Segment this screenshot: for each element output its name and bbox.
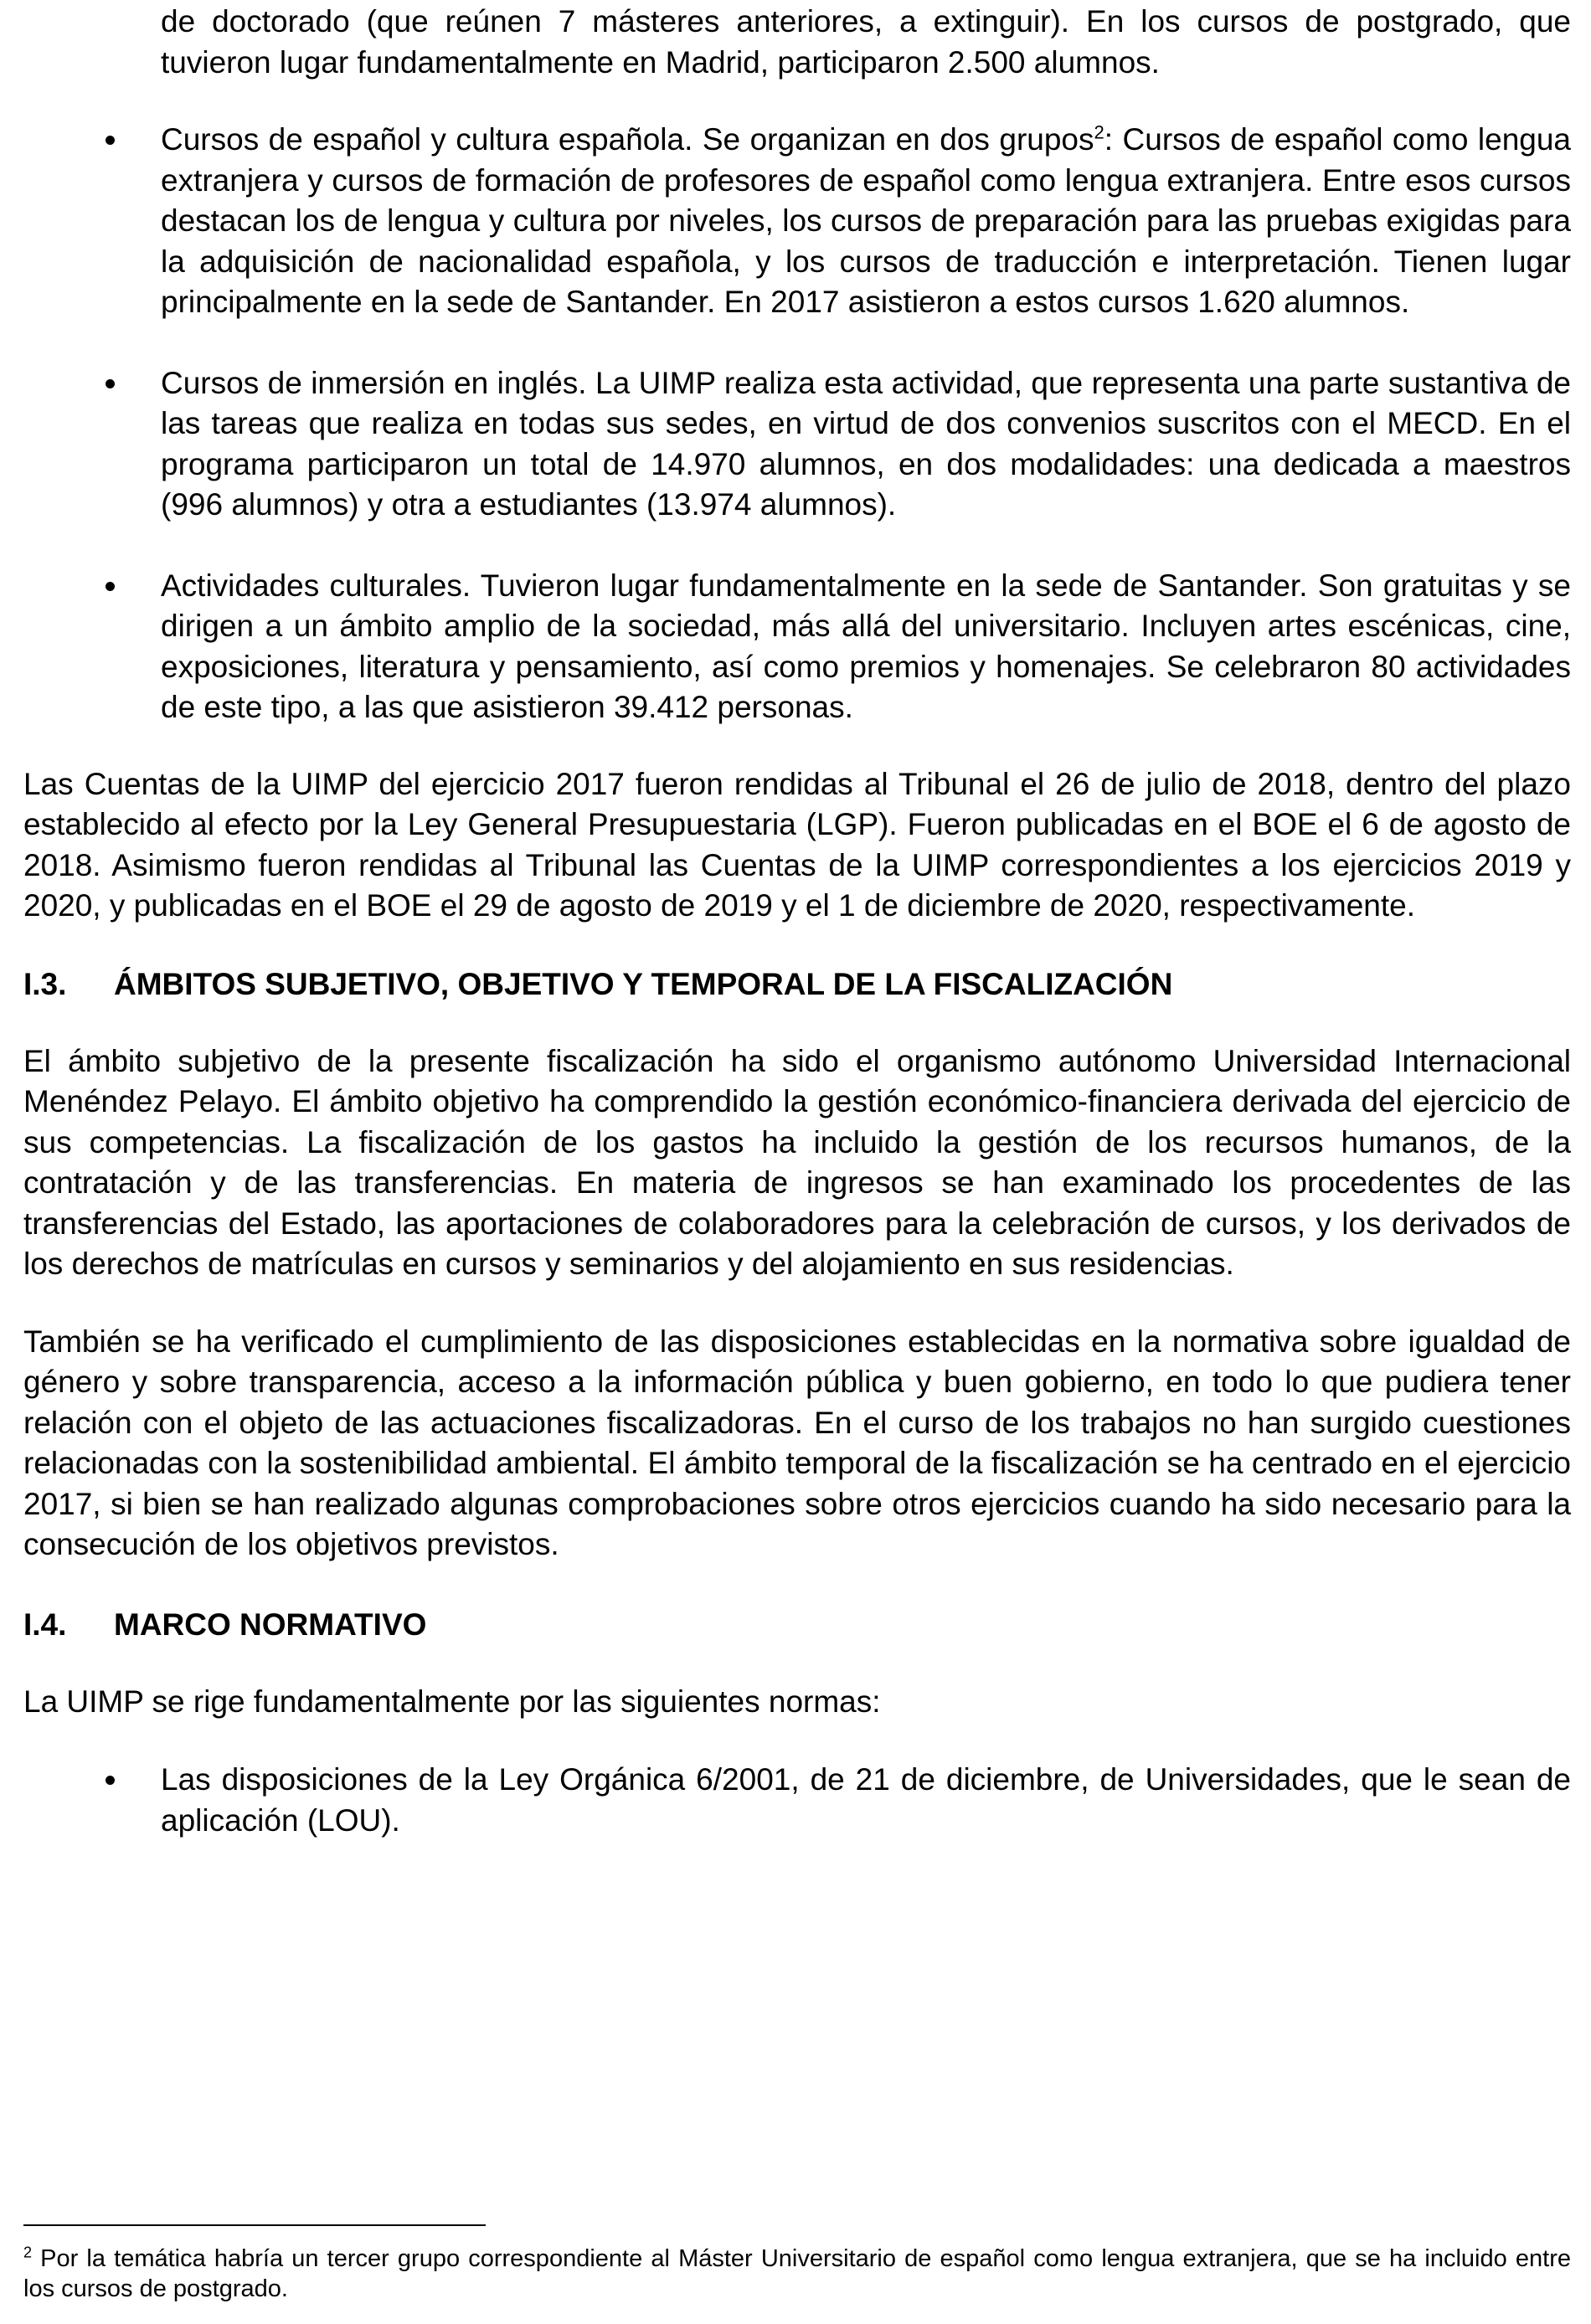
regulations-intro: La UIMP se rige fundamentalmente por las siguientes normas: — [23, 1684, 881, 1719]
scope-paragraph-1: El ámbito subjetivo de la presente fiscalización ha sido el organismo autónomo Universidad Internacional Menéndez Pelayo. El ámbito objetivo ha comprendido la gestión económico-financiera derivada del ejercicio de sus competencias. La fiscalización de los gastos ha incluido la gestión de los recursos humanos, de la contratación y de las transferencias. En materia de ingresos se han examinado los procedentes de las transferencias del Estado, las aportaciones de colaboradores para la celebración de cursos, y los derivados de los derechos de matrículas en cursos y seminarios y del alojamiento en sus residencias. — [23, 1043, 1571, 1281]
list-item-lou — [23, 1760, 1571, 1841]
section-title: ÁMBITOS SUBJETIVO, OBJETIVO Y TEMPORAL DE LA FISCALIZACIÓN — [114, 966, 1173, 1001]
section-number: I.4. — [23, 1607, 67, 1642]
list-item-text: Cursos de inmersión en inglés. La UIMP realiza esta actividad, que representa una parte sustantiva de las tareas que realiza en todas sus sedes, en virtud de dos convenios suscritos con el MECD. En el programa participaron un total de 14.970 alumnos, en dos modalidades: una dedicada a maestros (996 alumnos) y otra a estudiantes (13.974 alumnos). — [161, 365, 1571, 522]
bullet-icon — [106, 582, 115, 591]
footnote-separator — [23, 2224, 486, 2226]
list-item-english-immersion — [23, 363, 1571, 526]
bullet-icon — [106, 379, 115, 388]
continued-paragraph: de doctorado (que reúnen 7 másteres anteriores, a extinguir). En los cursos de postgrado, que tuvieron lugar fundamentalmente en Madrid, participaron 2.500 alumnos. — [161, 4, 1571, 80]
list-item-cultural-activities — [23, 566, 1571, 728]
list-item-text: Las disposiciones de la Ley Orgánica 6/2001, de 21 de diciembre, de Universidades, que le sean de aplicación (LOU). — [161, 1762, 1571, 1838]
regulations-list — [23, 1760, 1571, 1841]
section-number: I.3. — [23, 966, 67, 1001]
footnote-reference: 2 — [1094, 121, 1104, 143]
section-heading-i4 — [23, 1605, 1571, 1645]
section-title: MARCO NORMATIVO — [114, 1607, 427, 1642]
list-item-text: Actividades culturales. Tuvieron lugar fundamentalmente en la sede de Santander. Son gratuitas y se dirigen a un ámbito amplio de la sociedad, más allá del universitario. Incluyen artes escénicas, cine, exposiciones, literatura y pensamiento, así como premios y homenajes. Se celebraron 80 actividades de este tipo, a las que asistieron 39.412 personas. — [161, 568, 1571, 724]
list-item-text: : Cursos de español como lengua extranjera y cursos de formación de profesores de español como lengua extranjera. Entre esos cursos destacan los de lengua y cultura por niveles, los cursos de preparación para las pruebas exigidas para la adquisición de nacionalidad española, y los cursos de traducción e interpretación. Tienen lugar principalmente en la sede de Santander. En 2017 asistieron a estos cursos 1.620 alumnos. — [161, 122, 1572, 319]
footnote — [23, 2244, 1571, 2304]
footnote-number: 2 — [23, 2244, 33, 2261]
bullet-icon — [106, 1776, 115, 1785]
bullet-icon — [106, 136, 115, 145]
footnote-text: Por la temática habría un tercer grupo correspondiente al Máster Universitario de español como lengua extranjera, que se ha incluido entre los cursos de postgrado. — [23, 2245, 1571, 2302]
scope-paragraph-2: También se ha verificado el cumplimiento de las disposiciones establecidas en la normativa sobre igualdad de género y sobre transparencia, acceso a la información pública y buen gobierno, en todo lo que pudiera tener relación con el objeto de las actuaciones fiscalizadoras. En el curso de los trabajos no han surgido cuestiones relacionadas con la sostenibilidad ambiental. El ámbito temporal de la fiscalización se ha centrado en el ejercicio 2017, si bien se han realizado algunas comprobaciones sobre otros ejercicios cuando ha sido necesario para la consecución de los objetivos previstos. — [23, 1324, 1571, 1561]
list-item-text: Cursos de español y cultura española. Se organizan en dos grupos — [161, 122, 1094, 157]
section-heading-i3 — [23, 964, 1571, 1005]
document-page — [23, 0, 1572, 2302]
list-item-spanish-courses — [23, 120, 1571, 323]
accounts-paragraph: Las Cuentas de la UIMP del ejercicio 2017 fueron rendidas al Tribunal el 26 de julio de 2018, dentro del plazo establecido al efecto por la Ley General Presupuestaria (LGP). Fueron publicadas en el BOE el 6 de agosto de 2018. Asimismo fueron rendidas al Tribunal las Cuentas de la UIMP correspondientes a los ejercicios 2019 y 2020, y publicadas en el BOE el 29 de agosto de 2019 y el 1 de diciembre de 2020, respectivamente. — [23, 766, 1571, 923]
course-types-list — [23, 120, 1571, 728]
